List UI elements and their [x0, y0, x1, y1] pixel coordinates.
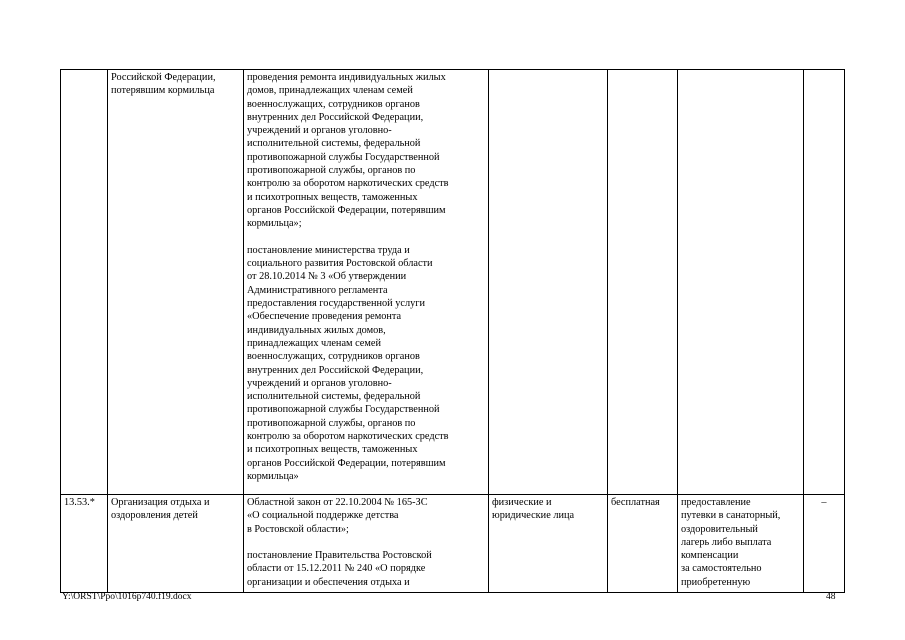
legal-basis-cell — [244, 495, 489, 593]
legal-basis-line: органов Российской Федерации, потерявшим — [247, 457, 446, 469]
legal-basis-line: в Ростовской области»; — [247, 523, 349, 535]
payment-type: бесплатная — [611, 497, 660, 508]
table-row — [61, 495, 845, 593]
footer-file-path: Y:\ORST\Ppo\1016p740.f19.docx — [62, 592, 192, 602]
result-line: оздоровительный — [681, 523, 758, 535]
legal-basis-cell — [244, 70, 489, 495]
legal-basis-line: социального развития Ростовской области — [247, 258, 433, 270]
extra-value: – — [821, 497, 827, 508]
legal-basis-line: военнослужащих, сотрудников органов — [247, 351, 420, 363]
recipients-line: физические и — [492, 497, 552, 508]
legal-basis-line: области от 15.12.2011 № 240 «О порядке — [247, 563, 426, 575]
legal-basis-line: организации и обеспечения отдыха и — [247, 576, 410, 588]
legal-basis-line: постановление Правительства Ростовской — [247, 550, 432, 562]
legal-basis-line: и психотропных веществ, таможенных — [247, 444, 418, 456]
paragraph-gap — [247, 231, 485, 244]
legal-basis-line: контролю за оборотом наркотических средств — [247, 178, 449, 190]
result-line: путевки в санаторный, — [681, 510, 781, 522]
legal-basis-line: предоставления государственной услуги — [247, 298, 425, 310]
legal-basis-line: противопожарной службы, органов по — [247, 417, 416, 429]
legal-basis-line: кормильца» — [247, 470, 299, 482]
extra-cell — [804, 70, 845, 495]
legal-basis-line: «Обеспечение проведения ремонта — [247, 311, 402, 323]
legal-basis-line: противопожарной службы Государственной — [247, 151, 440, 163]
legal-basis-line: проведения ремонта индивидуальных жилых — [247, 72, 446, 83]
row-number: 13.53.* — [64, 497, 95, 508]
legal-basis-line: Областной закон от 22.10.2004 № 165-ЗС — [247, 497, 428, 508]
result-line: за самостоятельно — [681, 563, 762, 575]
recipients-cell — [489, 70, 608, 495]
extra-cell — [804, 495, 845, 593]
service-name-cell — [108, 495, 244, 593]
row-number-cell — [61, 495, 108, 593]
legal-basis-line: «О социальной поддержке детства — [247, 510, 399, 522]
legal-basis-line: внутренних дел Российской Федерации, — [247, 111, 424, 123]
service-name-line: Организация отдыха и — [111, 497, 210, 508]
services-table — [60, 69, 845, 593]
legal-basis-line: противопожарной службы Государственной — [247, 404, 440, 416]
page-number: 48 — [826, 592, 836, 602]
row-number-cell — [61, 70, 108, 495]
legal-basis-line: контролю за оборотом наркотических средств — [247, 431, 449, 443]
legal-basis-line: кормильца»; — [247, 218, 302, 230]
legal-basis-line: Административного регламента — [247, 284, 388, 296]
payment-cell — [608, 495, 678, 593]
result-line: приобретенную — [681, 576, 751, 588]
recipients-line: юридические лица — [492, 510, 575, 522]
legal-basis-line: противопожарной службы, органов по — [247, 165, 416, 177]
paragraph-gap — [247, 536, 485, 549]
legal-basis-line: исполнительной системы, федеральной — [247, 138, 421, 150]
payment-cell — [608, 70, 678, 495]
legal-basis-line: органов Российской Федерации, потерявшим — [247, 204, 446, 216]
result-cell — [678, 495, 804, 593]
legal-basis-line: учреждений и органов уголовно- — [247, 377, 392, 389]
legal-basis-line: от 28.10.2014 № 3 «Об утверждении — [247, 271, 407, 283]
legal-basis-line: военнослужащих, сотрудников органов — [247, 98, 420, 110]
result-line: лагерь либо выплата — [681, 536, 772, 548]
recipients-cell — [489, 495, 608, 593]
table-row — [61, 70, 845, 495]
service-name-cell — [108, 70, 244, 495]
legal-basis-line: учреждений и органов уголовно- — [247, 125, 392, 137]
result-line: компенсации — [681, 550, 739, 562]
legal-basis-line: внутренних дел Российской Федерации, — [247, 364, 424, 376]
service-name-line: оздоровления детей — [111, 510, 198, 522]
service-name-line: потерявшим кормильца — [111, 85, 215, 97]
result-cell — [678, 70, 804, 495]
legal-basis-line: принадлежащих членам семей — [247, 337, 381, 349]
legal-basis-line: постановление министерства труда и — [247, 244, 410, 256]
legal-basis-line: и психотропных веществ, таможенных — [247, 191, 418, 203]
result-line: предоставление — [681, 497, 751, 508]
legal-basis-line: индивидуальных жилых домов, — [247, 324, 386, 336]
service-name-line: Российской Федерации, — [111, 72, 216, 83]
legal-basis-line: исполнительной системы, федеральной — [247, 391, 421, 403]
legal-basis-line: домов, принадлежащих членам семей — [247, 85, 413, 97]
